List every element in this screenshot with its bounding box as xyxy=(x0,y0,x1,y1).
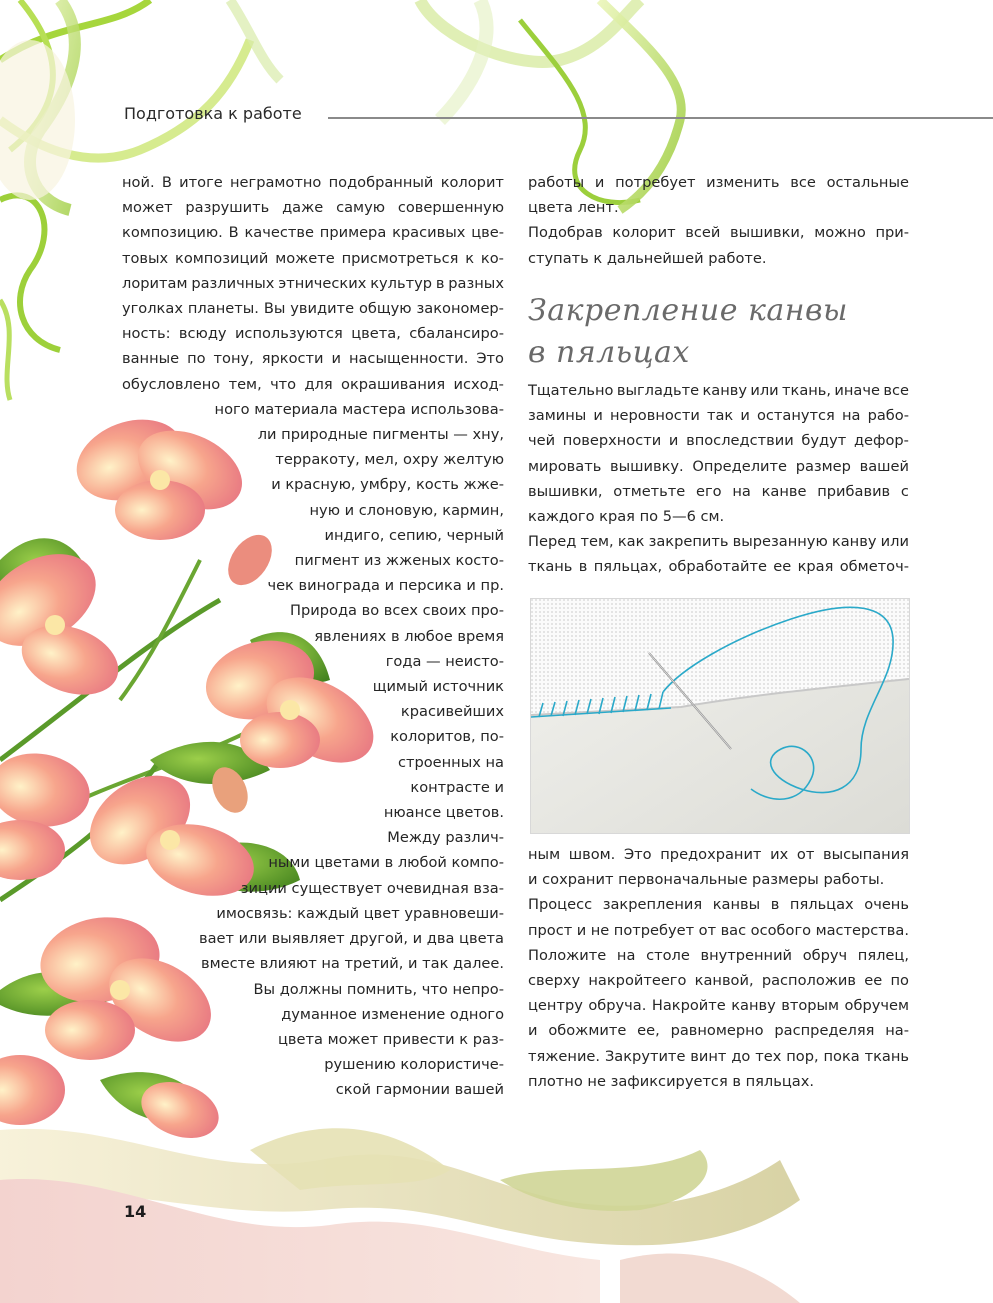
text-line: думанное изменение одного xyxy=(281,1005,504,1023)
text-line: ткань в пяльцах, обработайте ее края обметоч- xyxy=(528,558,909,576)
text-line: Перед тем, как закрепить вырезанную канву или xyxy=(528,533,909,551)
text-line: чей поверхности и впоследствии будут дефор- xyxy=(528,432,909,450)
left-column-text xyxy=(122,170,504,1103)
text-line: товых композиций можете присмотреться к ко- xyxy=(122,249,504,267)
text-line: вышивки, отметьте его на канве прибавив с xyxy=(528,482,909,500)
right-column-top-text xyxy=(528,170,909,271)
text-line: и обожмите ее, равномерно распределяя на- xyxy=(528,1022,909,1040)
text-line: может разрушить даже самую совершенную xyxy=(122,199,504,217)
text-line: имосвязь: каждый цвет уравновеши- xyxy=(216,904,504,922)
text-line: Тщательно выгладьте канву или ткань, иначе все xyxy=(528,382,909,399)
text-line: центру обруча. Накройте канву вторым обручем xyxy=(528,997,909,1015)
text-line: зиции существует очевидная вза- xyxy=(240,879,504,897)
text-line: строенных на xyxy=(397,753,504,771)
text-line: и сохранит первоначальные размеры работы. xyxy=(528,871,885,889)
text-line: Природа во всех своих про- xyxy=(290,602,504,620)
text-line: красивейших xyxy=(400,703,504,721)
text-line: рушению колористиче- xyxy=(324,1056,504,1074)
text-line: цвета лент. xyxy=(528,199,619,217)
text-line: Вы должны помнить, что непро- xyxy=(253,980,504,998)
text-line: Положите на столе внутренний обруч пялец, xyxy=(528,946,909,964)
text-line: работы и потребует изменить все остальные xyxy=(528,174,909,191)
text-line: обусловлено тем, что для окрашивания исход- xyxy=(122,375,504,393)
text-line: тяжение. Закрутите винт до тех пор, пока ткань xyxy=(528,1047,909,1065)
text-line: колоритов, по- xyxy=(390,728,504,746)
text-line: пигмент из жженых косто- xyxy=(294,552,504,570)
text-line: Между различ- xyxy=(387,829,504,847)
text-line: ными цветами в любой компо- xyxy=(268,854,504,872)
section-heading xyxy=(528,290,908,374)
text-line: вает или выявляет другой, и два цвета xyxy=(198,930,504,948)
text-line: чек винограда и персика и пр. xyxy=(267,577,504,595)
text-line: Процесс закрепления канвы в пяльцах очень xyxy=(528,896,909,914)
text-line: прост и не потребует от вас особого мастерства. xyxy=(528,921,909,939)
text-line: ли природные пигменты — хну, xyxy=(257,426,504,444)
text-line: ной. В итоге неграмотно подобранный колорит xyxy=(122,174,504,191)
text-line: вместе влияют на третий, и так далее. xyxy=(201,955,504,973)
text-line: года — неисто- xyxy=(385,652,504,670)
text-line: ступать к дальнейшей работе. xyxy=(528,249,767,267)
text-line: индиго, сепию, черный xyxy=(324,526,504,544)
running-header: Подготовка к работе xyxy=(124,104,302,123)
text-line: терракоту, мел, охру желтую xyxy=(275,451,504,469)
section-heading-line-2: в пяльцах xyxy=(528,335,690,370)
text-line: мировать вышивку. Определите размер вашей xyxy=(528,457,909,475)
text-line: лоритам различных этнических культур в разных xyxy=(122,274,504,292)
text-line: ным швом. Это предохранит их от высыпания xyxy=(528,846,909,863)
text-line: сверху накройтеего канвой, расположив ее по xyxy=(528,972,909,990)
header-rule xyxy=(328,117,993,119)
text-line: ность: всюду используются цвета, сбалансиро- xyxy=(122,325,504,343)
text-line: ванные по тону, яркости и насыщенности. Это xyxy=(122,350,504,368)
right-column-bottom-text xyxy=(528,842,909,1094)
text-line: замины и неровности так и останутся на рабо- xyxy=(528,407,909,425)
text-line: композицию. В качестве примера красивых цве- xyxy=(122,224,504,242)
page-number: 14 xyxy=(124,1202,147,1221)
text-line: щимый источник xyxy=(372,678,504,696)
text-line: ской гармонии вашей xyxy=(335,1081,504,1099)
right-column-middle-text xyxy=(528,378,909,580)
stitching-illustration xyxy=(530,598,910,834)
text-line: ную и слоновую, кармин, xyxy=(309,501,504,519)
text-line: и красную, умбру, кость жже- xyxy=(271,476,504,494)
section-heading-line-1: Закрепление канвы xyxy=(528,293,848,328)
text-line: нюансе цветов. xyxy=(383,804,504,822)
text-line: Подобрав колорит всей вышивки, можно при- xyxy=(528,224,909,242)
text-line: цвета может привести к раз- xyxy=(277,1030,504,1048)
text-line: ного материала мастера использова- xyxy=(214,400,504,418)
text-line: каждого края по 5—6 см. xyxy=(528,508,725,526)
canvas-stitch-image xyxy=(531,599,909,833)
text-line: уголках планеты. Вы увидите общую закономер- xyxy=(122,300,504,318)
text-line: явлениях в любое время xyxy=(314,627,504,645)
text-line: плотно не зафиксируется в пяльцах. xyxy=(528,1072,815,1090)
text-line: контрасте и xyxy=(410,778,504,796)
